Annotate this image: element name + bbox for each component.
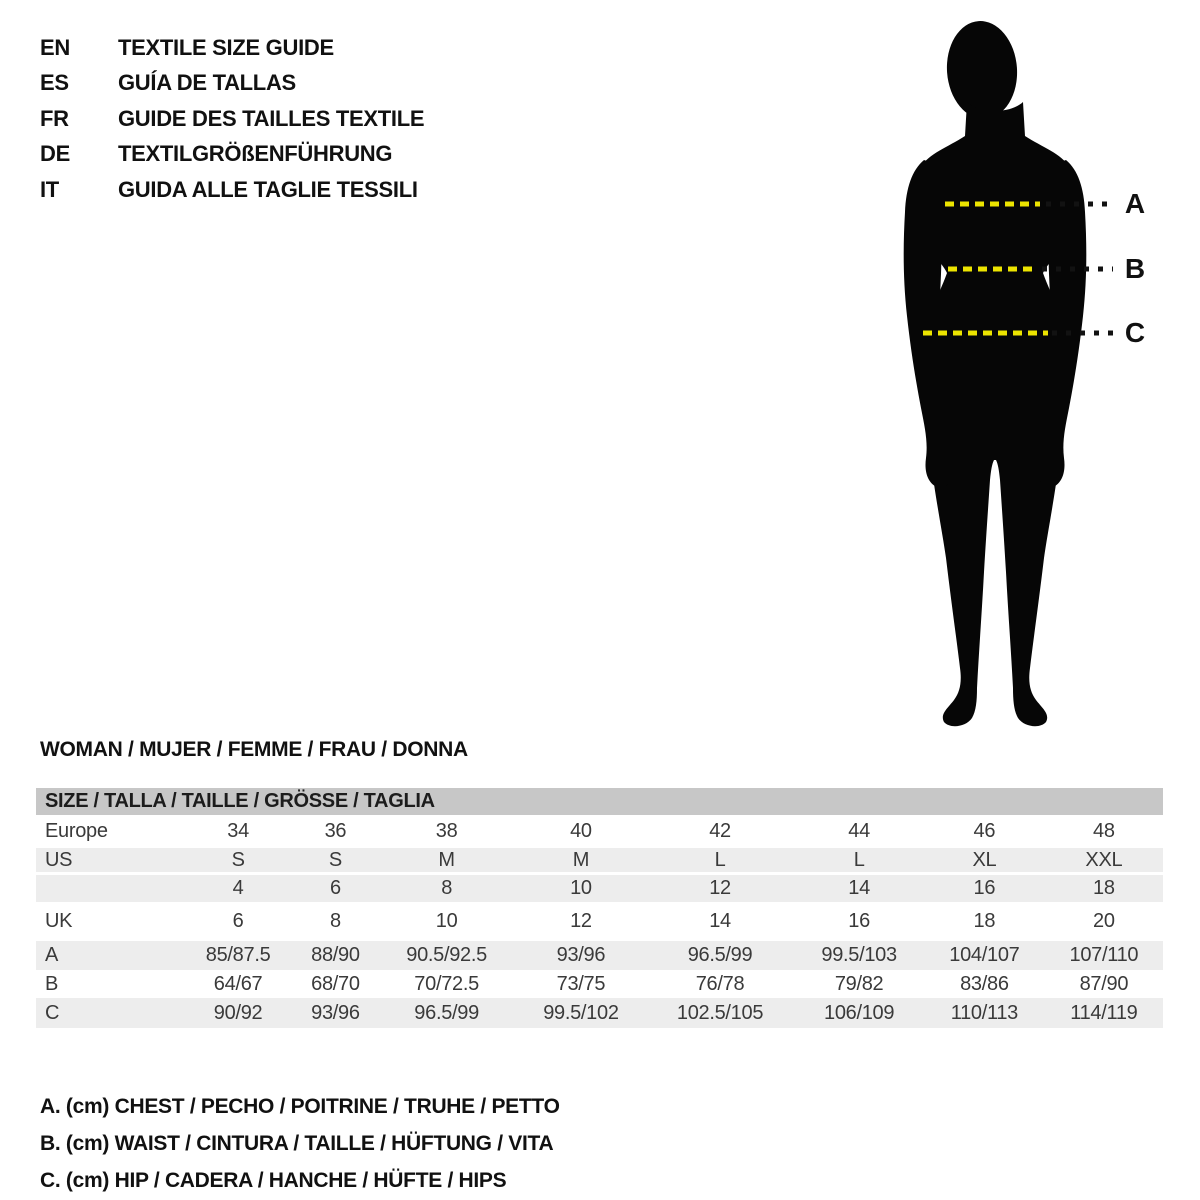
- guide-title-es: GUÍA DE TALLAS: [118, 70, 296, 96]
- table-row-chest: [36, 941, 1163, 970]
- legend-chest: A. (cm) CHEST / PECHO / POITRINE / TRUHE / PETTO: [40, 1094, 560, 1118]
- row-label: B: [36, 970, 183, 998]
- language-row-de: [40, 137, 424, 173]
- legend-waist: B. (cm) WAIST / CINTURA / TAILLE / HÜFTUNG / VITA: [40, 1131, 554, 1155]
- table-cell: XL: [924, 848, 1045, 875]
- silhouette-head: [944, 19, 1021, 122]
- table-cell: 12: [516, 902, 646, 941]
- table-cell: 48: [1045, 815, 1163, 848]
- table-cell: 40: [516, 815, 646, 848]
- table-cell: 83/86: [924, 970, 1045, 998]
- table-cell: L: [794, 848, 924, 875]
- language-code: FR: [40, 105, 69, 131]
- table-cell: 88/90: [294, 941, 378, 970]
- table-cell: 6: [183, 902, 294, 941]
- table-row-uk: [36, 902, 1163, 941]
- table-cell: 4: [183, 875, 294, 902]
- language-code: ES: [40, 70, 69, 96]
- table-cell: 6: [294, 875, 378, 902]
- table-row-hip: [36, 998, 1163, 1028]
- table-cell: 107/110: [1045, 941, 1163, 970]
- table-cell: 36: [294, 815, 378, 848]
- row-label: C: [36, 998, 183, 1028]
- guide-title-it: GUIDA ALLE TAGLIE TESSILI: [118, 176, 418, 202]
- table-row-waist: [36, 970, 1163, 998]
- measurement-legend: [40, 1088, 560, 1199]
- guide-title-fr: GUIDE DES TAILLES TEXTILE: [118, 105, 425, 131]
- marker-label-c: C: [1124, 317, 1146, 348]
- guide-title-de: TEXTILGRÖßENFÜHRUNG: [118, 141, 393, 167]
- table-cell: 18: [1045, 875, 1163, 902]
- marker-label-a: A: [1124, 188, 1146, 219]
- table-cell: S: [294, 848, 378, 875]
- guide-title-en: TEXTILE SIZE GUIDE: [118, 34, 334, 60]
- table-cell: 90/92: [183, 998, 294, 1028]
- row-label: Europe: [36, 815, 183, 848]
- table-cell: S: [183, 848, 294, 875]
- table-cell: 96.5/99: [646, 941, 794, 970]
- table-cell: 104/107: [924, 941, 1045, 970]
- table-cell: 102.5/105: [646, 998, 794, 1028]
- row-label: US: [36, 848, 183, 875]
- measurement-figure: [850, 10, 1170, 750]
- table-cell: 76/78: [646, 970, 794, 998]
- table-cell: 34: [183, 815, 294, 848]
- row-label: UK: [36, 902, 183, 941]
- table-cell: 93/96: [294, 998, 378, 1028]
- language-code: DE: [40, 141, 70, 167]
- table-cell: 14: [794, 875, 924, 902]
- table-cell: 14: [646, 902, 794, 941]
- section-title-woman: WOMAN / MUJER / FEMME / FRAU / DONNA: [40, 738, 468, 761]
- table-cell: 64/67: [183, 970, 294, 998]
- table-cell: 16: [924, 875, 1045, 902]
- woman-silhouette-diagram: [850, 10, 1170, 750]
- table-cell: 16: [794, 902, 924, 941]
- table-cell: 106/109: [794, 998, 924, 1028]
- table-cell: 18: [924, 902, 1045, 941]
- table-row-us: [36, 848, 1163, 875]
- table-row-europe: [36, 815, 1163, 848]
- language-row-fr: [40, 101, 424, 137]
- size-table-grid: [36, 815, 1163, 1028]
- table-cell: 99.5/102: [516, 998, 646, 1028]
- table-cell: 8: [377, 875, 516, 902]
- table-cell: 8: [294, 902, 378, 941]
- row-label: [36, 875, 183, 902]
- table-cell: XXL: [1045, 848, 1163, 875]
- table-cell: 96.5/99: [377, 998, 516, 1028]
- table-cell: 46: [924, 815, 1045, 848]
- table-cell: 99.5/103: [794, 941, 924, 970]
- table-cell: 73/75: [516, 970, 646, 998]
- table-cell: 87/90: [1045, 970, 1163, 998]
- table-cell: L: [646, 848, 794, 875]
- table-cell: 85/87.5: [183, 941, 294, 970]
- table-cell: M: [516, 848, 646, 875]
- language-code: EN: [40, 34, 70, 60]
- table-cell: 114/119: [1045, 998, 1163, 1028]
- table-cell: 70/72.5: [377, 970, 516, 998]
- table-cell: 79/82: [794, 970, 924, 998]
- table-cell: 93/96: [516, 941, 646, 970]
- language-row-it: [40, 172, 424, 208]
- language-row-es: [40, 66, 424, 102]
- size-table-header: SIZE / TALLA / TAILLE / GRÖSSE / TAGLIA: [36, 788, 1163, 815]
- table-cell: 10: [516, 875, 646, 902]
- table-cell: 68/70: [294, 970, 378, 998]
- table-cell: 12: [646, 875, 794, 902]
- row-label: A: [36, 941, 183, 970]
- table-row-us-numeric: [36, 875, 1163, 902]
- legend-hip: C. (cm) HIP / CADERA / HANCHE / HÜFTE / HIPS: [40, 1168, 507, 1192]
- silhouette-body: [916, 102, 1075, 726]
- table-cell: 110/113: [924, 998, 1045, 1028]
- language-title-list: [40, 30, 424, 208]
- table-cell: M: [377, 848, 516, 875]
- table-cell: 10: [377, 902, 516, 941]
- table-cell: 44: [794, 815, 924, 848]
- size-table: [36, 788, 1163, 1028]
- marker-label-b: B: [1124, 253, 1146, 284]
- table-cell: 38: [377, 815, 516, 848]
- table-cell: 90.5/92.5: [377, 941, 516, 970]
- table-cell: 20: [1045, 902, 1163, 941]
- language-code: IT: [40, 176, 59, 202]
- language-row-en: [40, 30, 424, 66]
- table-cell: 42: [646, 815, 794, 848]
